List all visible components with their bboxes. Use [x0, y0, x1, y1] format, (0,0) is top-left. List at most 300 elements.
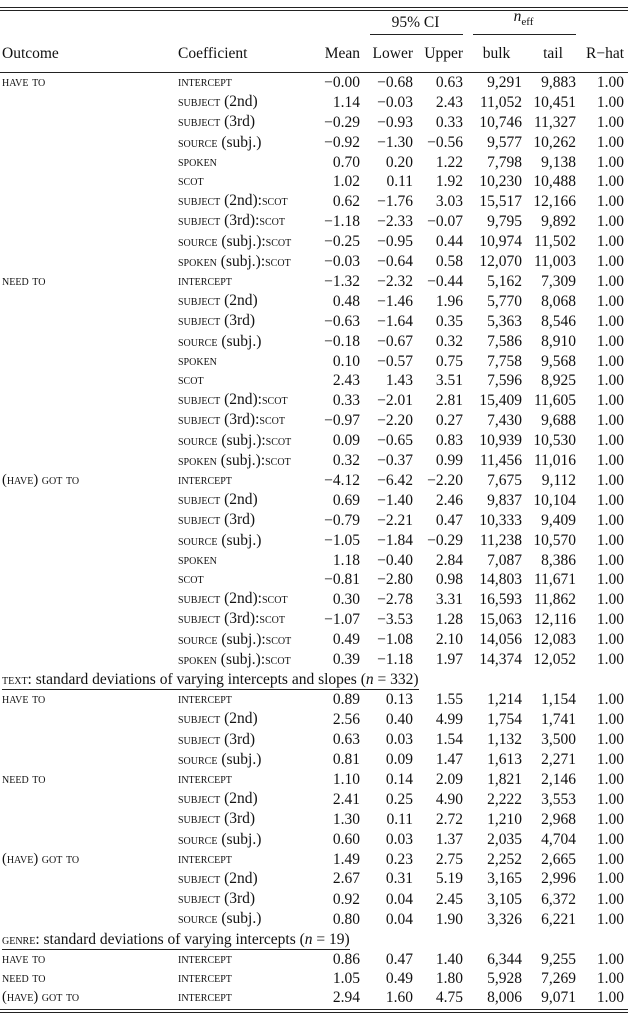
table-row — [0, 869, 628, 889]
rhat-cell: 1.00 — [596, 969, 625, 987]
upper-cell: 3.31 — [435, 590, 464, 608]
mean-cell: 0.80 — [332, 910, 360, 928]
bulk-cell: 7,087 — [487, 551, 523, 569]
coefficient-cell: subject (2nd):scot — [178, 391, 288, 409]
coefficient-cell: subject (3rd):scot — [178, 411, 285, 429]
rhat-cell: 1.00 — [596, 511, 625, 529]
bulk-cell: 15,409 — [479, 391, 523, 409]
mean-cell: −0.29 — [324, 113, 360, 131]
outcome-cell — [0, 172, 176, 191]
tail-cell: 11,671 — [533, 571, 577, 589]
ci-group-header: 95% CI — [364, 6, 467, 35]
tail-cell: 11,862 — [533, 590, 577, 608]
lower-cell: −2.32 — [377, 273, 413, 291]
rhat-cell: 1.00 — [596, 432, 625, 450]
col-rhat: R−hat — [580, 35, 628, 73]
outcome-cell — [0, 332, 176, 352]
tail-cell: 3,553 — [541, 790, 577, 808]
table-row — [0, 570, 628, 589]
lower-cell: −0.40 — [377, 551, 413, 569]
upper-cell: 0.47 — [435, 511, 464, 529]
mean-cell: 1.14 — [332, 93, 360, 111]
rhat-cell: 1.00 — [596, 411, 625, 429]
coefficient-cell: source (subj.) — [178, 531, 262, 549]
upper-cell: 4.99 — [435, 710, 464, 728]
bulk-cell: 1,613 — [487, 751, 523, 769]
mean-cell: −0.18 — [324, 333, 360, 351]
outcome-cell: (have) got to — [2, 850, 80, 867]
outcome-cell — [0, 291, 176, 311]
rhat-cell: 1.00 — [596, 831, 625, 849]
text-sd-section-header — [0, 670, 628, 690]
upper-cell: 3.03 — [435, 192, 464, 210]
coefficient-cell: intercept — [178, 472, 232, 489]
coefficient-cell: subject (2nd) — [178, 93, 258, 111]
outcome-cell: need to — [2, 273, 46, 290]
tail-cell: 11,605 — [533, 391, 577, 409]
lower-cell: −1.76 — [377, 192, 413, 210]
tail-cell: 12,116 — [533, 610, 577, 628]
rhat-cell: 1.00 — [596, 372, 625, 390]
lower-cell: −1.46 — [377, 292, 413, 310]
lower-cell: 1.43 — [385, 372, 413, 390]
rhat-cell: 1.00 — [596, 212, 625, 230]
bulk-cell: 10,746 — [479, 113, 523, 131]
upper-cell: 1.22 — [435, 153, 464, 171]
coefficient-cell: spoken (subj.):scot — [178, 252, 291, 270]
upper-cell: 1.55 — [435, 691, 464, 709]
coefficient-cell: subject (3rd) — [178, 511, 256, 529]
rhat-cell: 1.00 — [596, 153, 625, 171]
mean-cell: −0.00 — [324, 74, 360, 91]
coefficient-cell: intercept — [178, 691, 232, 708]
bulk-cell: 7,675 — [487, 472, 523, 490]
rhat-cell: 1.00 — [596, 691, 625, 709]
upper-cell: 1.37 — [435, 831, 464, 849]
upper-cell: −0.44 — [427, 273, 464, 291]
mean-cell: 2.56 — [332, 710, 360, 728]
coefficient-cell: intercept — [178, 950, 232, 967]
coefficient-cell: source (subj.) — [178, 910, 262, 928]
lower-cell: −2.80 — [377, 571, 413, 589]
rhat-cell: 1.00 — [596, 273, 625, 291]
tail-cell: 12,083 — [533, 631, 577, 649]
table-row — [0, 551, 628, 570]
table-row — [0, 770, 628, 789]
coefficient-cell: subject (2nd):scot — [178, 192, 288, 210]
coefficient-cell: intercept — [178, 988, 232, 1005]
mean-cell: 2.43 — [332, 372, 360, 390]
section-title-text: text: standard deviations of varying intercepts and slopes (n = 332) — [2, 671, 419, 689]
tail-cell: 11,327 — [533, 113, 577, 131]
mean-cell: −1.07 — [324, 610, 360, 628]
table-row — [0, 730, 628, 750]
mean-cell: −0.92 — [324, 134, 360, 152]
mean-cell: −4.12 — [324, 472, 360, 490]
lower-cell: −0.65 — [377, 432, 413, 450]
table-row — [0, 589, 628, 609]
lower-cell: −0.67 — [377, 333, 413, 351]
table-row — [0, 390, 628, 410]
coefficient-cell: source (subj.):scot — [178, 630, 292, 648]
genre-sd-section — [0, 950, 628, 1008]
lower-cell: −0.37 — [377, 452, 413, 470]
outcome-cell — [0, 211, 176, 231]
upper-cell: 1.47 — [435, 751, 464, 769]
col-tail: tail — [526, 35, 580, 73]
rhat-cell: 1.00 — [596, 253, 625, 271]
coefficient-cell: scot — [178, 571, 204, 588]
outcome-cell — [0, 909, 176, 929]
mean-cell: 2.67 — [332, 870, 360, 888]
tail-cell: 9,255 — [541, 950, 577, 968]
tail-cell: 9,688 — [541, 411, 577, 429]
mean-cell: 0.62 — [332, 192, 360, 210]
bulk-cell: 10,974 — [479, 233, 523, 251]
tail-cell: 11,003 — [533, 253, 577, 271]
tail-cell: 7,269 — [541, 969, 577, 987]
results-table-figure — [0, 6, 628, 1008]
outcome-cell — [0, 630, 176, 650]
mean-cell: 1.30 — [332, 810, 360, 828]
coefficient-cell: subject (3rd) — [178, 810, 256, 828]
rhat-cell: 1.00 — [596, 731, 625, 748]
outcome-cell — [0, 750, 176, 770]
tail-cell: 10,104 — [533, 491, 577, 509]
upper-cell: −2.20 — [427, 472, 464, 490]
tail-cell: 8,925 — [541, 372, 577, 390]
coefficient-cell: spoken — [178, 352, 217, 369]
outcome-cell: have to — [2, 691, 46, 708]
bulk-cell: 3,105 — [487, 890, 523, 908]
text-sd-section — [0, 690, 628, 929]
outcome-cell — [0, 390, 176, 410]
outcome-cell — [0, 730, 176, 750]
outcome-cell — [0, 252, 176, 272]
tail-cell: 7,309 — [541, 273, 577, 291]
lower-cell: −1.64 — [377, 312, 413, 330]
outcome-cell — [0, 531, 176, 551]
rhat-cell: 1.00 — [596, 571, 625, 589]
lower-cell: 0.04 — [385, 910, 413, 928]
tail-cell: 8,546 — [541, 312, 577, 330]
table-row — [0, 410, 628, 430]
bulk-cell: 7,430 — [487, 411, 523, 429]
bulk-cell: 5,928 — [487, 969, 523, 987]
lower-cell: −0.64 — [377, 253, 413, 271]
table-row — [0, 112, 628, 132]
outcome-cell: (have) got to — [2, 988, 80, 1005]
mean-cell: 0.69 — [332, 491, 360, 509]
outcome-cell — [0, 431, 176, 451]
coefficient-cell: subject (2nd) — [178, 710, 258, 728]
mean-cell: 0.92 — [332, 890, 360, 908]
tail-cell: 12,052 — [533, 651, 577, 669]
table-row — [0, 969, 628, 988]
bulk-cell: 8,006 — [487, 988, 523, 1006]
tail-cell: 10,570 — [533, 532, 577, 550]
coefficient-cell: source (subj.) — [178, 133, 262, 151]
tail-cell: 10,451 — [533, 93, 577, 111]
bulk-cell: 9,577 — [487, 134, 523, 152]
tail-cell: 11,016 — [533, 452, 577, 470]
upper-cell: 1.96 — [435, 292, 464, 310]
lower-cell: −1.40 — [377, 491, 413, 509]
outcome-cell: (have) got to — [2, 472, 80, 489]
outcome-cell — [0, 830, 176, 850]
rhat-cell: 1.00 — [596, 93, 625, 111]
table-row — [0, 332, 628, 352]
bulk-cell: 11,052 — [479, 93, 523, 111]
tail-cell: 6,372 — [541, 890, 577, 908]
col-outcome: Outcome — [0, 35, 176, 73]
mean-cell: 0.49 — [332, 631, 360, 649]
lower-cell: −0.03 — [377, 93, 413, 111]
tail-cell: 4,704 — [541, 831, 577, 849]
rhat-cell: 1.00 — [596, 292, 625, 310]
upper-cell: 1.80 — [435, 969, 464, 987]
table-row — [0, 232, 628, 252]
coefficient-cell: spoken (subj.):scot — [178, 650, 291, 668]
mean-cell: 2.41 — [332, 790, 360, 808]
lower-cell: −3.53 — [377, 610, 413, 628]
outcome-cell — [0, 889, 176, 909]
bulk-cell: 10,939 — [479, 432, 523, 450]
bulk-cell: 6,344 — [487, 950, 523, 968]
lower-cell: −0.95 — [377, 233, 413, 251]
mean-cell: 1.02 — [332, 173, 360, 191]
neff-group-header: $n_{eff}$ — [467, 6, 580, 35]
outcome-cell — [0, 191, 176, 211]
bulk-cell: 5,770 — [487, 292, 523, 310]
header-row-columns — [0, 35, 628, 73]
bulk-cell: 16,593 — [479, 590, 523, 608]
upper-cell: 2.43 — [435, 93, 464, 111]
upper-cell: 2.45 — [435, 890, 464, 908]
rhat-cell: 1.00 — [596, 352, 625, 370]
rhat-cell: 1.00 — [596, 590, 625, 608]
table-row — [0, 650, 628, 670]
upper-cell: 1.90 — [435, 910, 464, 928]
mean-cell: 0.33 — [332, 391, 360, 409]
outcome-cell — [0, 451, 176, 471]
coefficient-cell: subject (2nd) — [178, 491, 258, 509]
bulk-cell: 3,326 — [487, 910, 523, 928]
table-row — [0, 352, 628, 371]
upper-cell: 0.83 — [435, 432, 464, 450]
outcome-cell — [0, 609, 176, 629]
outcome-cell: have to — [2, 74, 46, 90]
outcome-cell — [0, 709, 176, 729]
tail-cell: 8,068 — [541, 292, 577, 310]
coefficient-cell: source (subj.) — [178, 830, 262, 848]
table-row — [0, 153, 628, 172]
table-row — [0, 709, 628, 729]
upper-cell: 2.81 — [435, 391, 464, 409]
upper-cell: 2.46 — [435, 491, 464, 509]
lower-cell: −0.93 — [377, 113, 413, 131]
bulk-cell: 14,374 — [479, 651, 523, 669]
coefficient-cell: source (subj.) — [178, 750, 262, 768]
coefficient-cell: scot — [178, 173, 204, 190]
mean-cell: 0.60 — [332, 831, 360, 849]
bulk-cell: 11,456 — [479, 452, 523, 470]
lower-cell: 0.03 — [385, 731, 413, 748]
table-row — [0, 172, 628, 191]
table-row — [0, 191, 628, 211]
tail-cell: 6,221 — [541, 910, 577, 928]
table-row — [0, 609, 628, 629]
bulk-cell: 10,230 — [479, 173, 523, 191]
bulk-cell: 3,165 — [487, 870, 523, 888]
mean-cell: −1.05 — [324, 532, 360, 550]
tail-cell: 9,892 — [541, 212, 577, 230]
bulk-cell: 1,754 — [487, 710, 523, 728]
tail-cell: 10,262 — [533, 134, 577, 152]
coefficient-cell: source (subj.):scot — [178, 232, 292, 250]
mean-cell: 0.86 — [332, 950, 360, 968]
bulk-cell: 1,210 — [487, 810, 523, 828]
rhat-cell: 1.00 — [596, 810, 625, 828]
rhat-cell: 1.00 — [596, 113, 625, 131]
table-row — [0, 471, 628, 490]
lower-cell: 0.25 — [385, 790, 413, 808]
bulk-cell: 7,596 — [487, 372, 523, 390]
mean-cell: −0.63 — [324, 312, 360, 330]
lower-cell: 0.04 — [385, 890, 413, 908]
upper-cell: 1.97 — [435, 651, 464, 669]
outcome-cell — [0, 352, 176, 371]
upper-cell: 4.90 — [435, 790, 464, 808]
upper-cell: 0.98 — [435, 571, 464, 589]
lower-cell: −0.68 — [377, 74, 413, 91]
tail-cell: 2,665 — [541, 850, 577, 868]
lower-cell: −1.08 — [377, 631, 413, 649]
upper-cell: 0.33 — [435, 113, 464, 131]
coefficient-cell: subject (3rd) — [178, 312, 256, 330]
col-upper: Upper — [417, 35, 467, 73]
upper-cell: 0.32 — [435, 333, 464, 351]
outcome-cell — [0, 809, 176, 829]
coefficient-cell: subject (2nd):scot — [178, 590, 288, 608]
fixed-effects-section — [0, 73, 628, 671]
rhat-cell: 1.00 — [596, 850, 625, 868]
rhat-cell: 1.00 — [596, 472, 625, 490]
upper-cell: −0.07 — [427, 212, 464, 230]
rhat-cell: 1.00 — [596, 770, 625, 788]
table-row — [0, 211, 628, 231]
table-row — [0, 371, 628, 390]
tail-cell: 8,386 — [541, 551, 577, 569]
bulk-cell: 1,821 — [487, 770, 523, 788]
table-row — [0, 73, 628, 93]
tail-cell: 1,154 — [541, 691, 577, 709]
mean-cell: −0.03 — [324, 253, 360, 271]
bulk-cell: 2,222 — [487, 790, 523, 808]
table-row — [0, 311, 628, 331]
bulk-cell: 2,035 — [487, 831, 523, 849]
section-title-genre: genre: standard deviations of varying intercepts (n = 19) — [2, 930, 350, 948]
table-row — [0, 630, 628, 650]
table-row — [0, 830, 628, 850]
upper-cell: 0.27 — [435, 411, 464, 429]
upper-cell: 0.35 — [435, 312, 464, 330]
coefficient-cell: subject (2nd) — [178, 292, 258, 310]
outcome-cell — [0, 490, 176, 510]
bulk-cell: 1,132 — [487, 731, 523, 748]
table-row — [0, 690, 628, 709]
table-row — [0, 272, 628, 291]
rhat-cell: 1.00 — [596, 532, 625, 550]
table-row — [0, 909, 628, 929]
upper-cell: 3.51 — [435, 372, 464, 390]
table-row — [0, 988, 628, 1007]
coefficient-cell: scot — [178, 372, 204, 389]
col-lower: Lower — [364, 35, 417, 73]
upper-cell: 0.75 — [435, 352, 464, 370]
bulk-cell: 9,291 — [487, 74, 523, 91]
rhat-cell: 1.00 — [596, 74, 625, 91]
bulk-cell: 12,070 — [479, 253, 523, 271]
outcome-cell — [0, 650, 176, 670]
outcome-cell: need to — [2, 969, 46, 986]
rhat-cell: 1.00 — [596, 491, 625, 509]
outcome-cell — [0, 510, 176, 530]
upper-cell: 1.40 — [435, 950, 464, 968]
genre-sd-section-header — [0, 930, 628, 950]
lower-cell: 0.31 — [385, 870, 413, 888]
mean-cell: 0.39 — [332, 651, 360, 669]
coefficient-cell: intercept — [178, 969, 232, 986]
rhat-cell: 1.00 — [596, 651, 625, 669]
upper-cell: 1.92 — [435, 173, 464, 191]
mean-cell: 1.05 — [332, 969, 360, 987]
rhat-cell: 1.00 — [596, 710, 625, 728]
table-row — [0, 950, 628, 969]
col-coefficient: Coefficient — [176, 35, 310, 73]
rhat-cell: 1.00 — [596, 950, 625, 968]
rhat-cell: 1.00 — [596, 333, 625, 351]
table-row — [0, 809, 628, 829]
outcome-cell — [0, 589, 176, 609]
tail-cell: 1,741 — [541, 710, 577, 728]
posterior-summary-table — [0, 6, 628, 1007]
lower-cell: 0.20 — [385, 153, 413, 171]
outcome-cell — [0, 112, 176, 132]
rhat-cell: 1.00 — [596, 134, 625, 152]
coefficient-cell: source (subj.) — [178, 332, 262, 350]
table-row — [0, 850, 628, 869]
mean-cell: −0.97 — [324, 411, 360, 429]
rhat-cell: 1.00 — [596, 870, 625, 888]
lower-cell: 0.03 — [385, 831, 413, 849]
lower-cell: 0.14 — [385, 770, 413, 788]
tail-cell: 2,996 — [541, 870, 577, 888]
upper-cell: 2.72 — [435, 810, 464, 828]
table-row — [0, 750, 628, 770]
outcome-cell — [0, 789, 176, 809]
tail-cell: 9,883 — [541, 74, 577, 91]
mean-cell: 0.70 — [332, 153, 360, 171]
tail-cell: 9,138 — [541, 153, 577, 171]
tail-cell: 3,500 — [541, 731, 577, 748]
upper-cell: 5.19 — [435, 870, 464, 888]
bulk-cell: 14,803 — [479, 571, 523, 589]
bulk-cell: 2,252 — [487, 850, 523, 868]
upper-cell: −0.56 — [427, 134, 464, 152]
mean-cell: −1.18 — [324, 212, 360, 230]
upper-cell: −0.29 — [427, 532, 464, 550]
